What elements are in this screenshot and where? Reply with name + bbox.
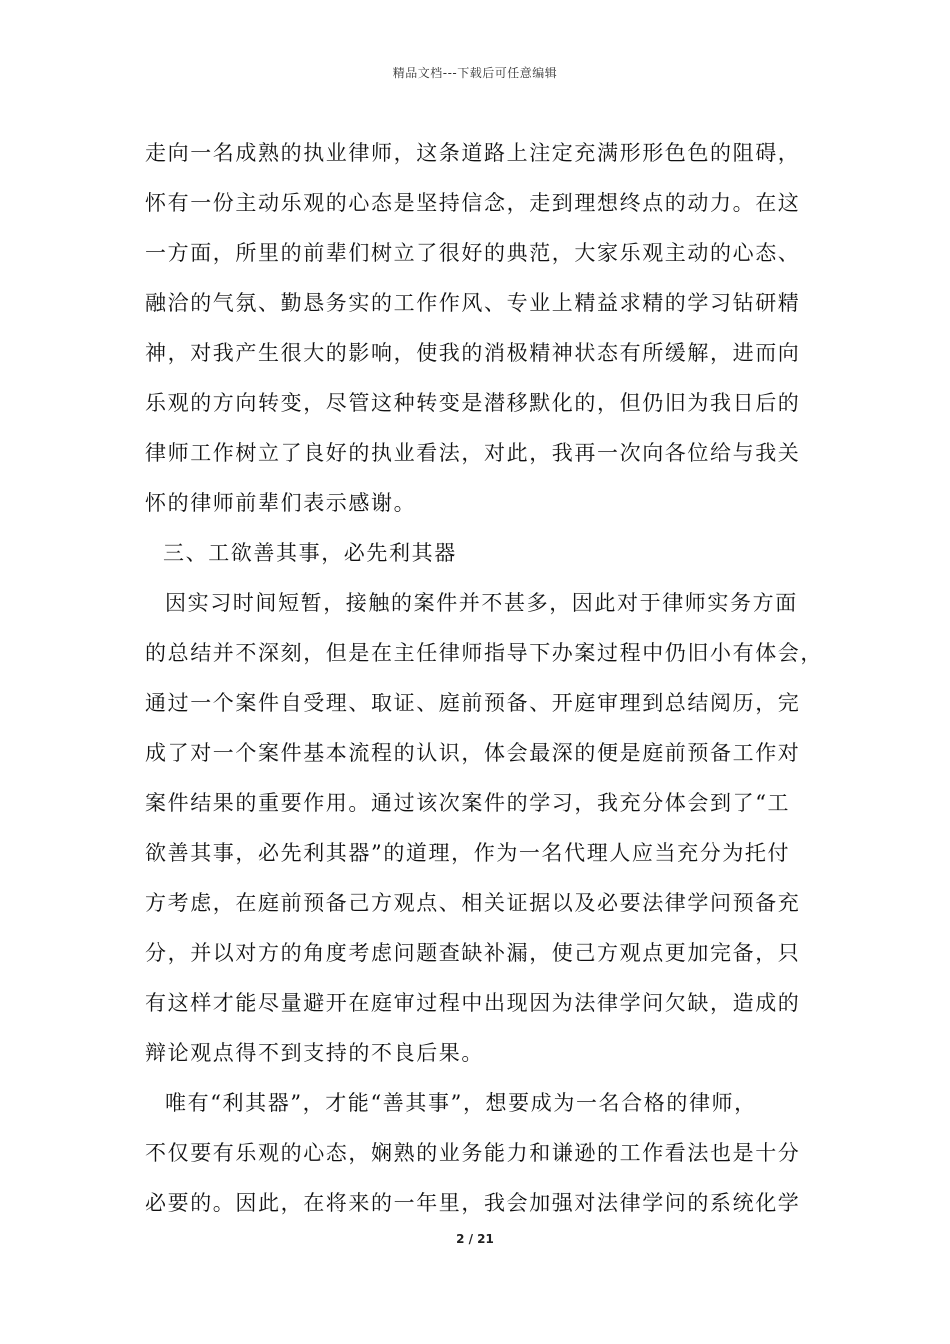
text-line: 不仅要有乐观的心态，娴熟的业务能力和谦逊的工作看法也是十分	[145, 1141, 801, 1165]
document-body	[145, 128, 823, 1228]
text-line: 的总结并不深刻，但是在主任律师指导下办案过程中仍旧小有体会，	[145, 641, 823, 665]
section-heading: 三、工欲善其事，必先利其器	[163, 541, 457, 565]
text-line: 怀有一份主动乐观的心态是坚持信念，走到理想终点的动力。在这	[145, 191, 801, 215]
text-line: 有这样才能尽量避开在庭审过程中出现因为法律学问欠缺，造成的	[145, 991, 801, 1015]
text-line: 神，对我产生很大的影响，使我的消极精神状态有所缓解，进而向	[145, 341, 801, 365]
text-line: 案件结果的重要作用。通过该次案件的学习，我充分体会到了“工	[145, 791, 791, 815]
text-line: 律师工作树立了良好的执业看法，对此，我再一次向各位给与我关	[145, 441, 801, 465]
text-line: 分，并以对方的角度考虑问题查缺补漏，使己方观点更加完备，只	[145, 941, 801, 965]
text-line: 通过一个案件自受理、取证、庭前预备、开庭审理到总结阅历，完	[145, 691, 801, 715]
text-line: 融洽的气氛、勤恳务实的工作作风、专业上精益求精的学习钻研精	[145, 291, 801, 315]
text-line: 走向一名成熟的执业律师，这条道路上注定充满形形色色的阻碍，	[145, 141, 801, 165]
text-line: 辩论观点得不到支持的不良后果。	[145, 1041, 484, 1065]
text-line: 欲善其事，必先利其器”的道理，作为一名代理人应当充分为托付	[145, 841, 791, 865]
page-number: 2 / 21	[456, 1232, 494, 1246]
text-line: 必要的。因此，在将来的一年里，我会加强对法律学问的系统化学	[145, 1191, 801, 1215]
text-line: 怀的律师前辈们表示感谢。	[145, 491, 417, 515]
paragraph-first-line: 唯有“利其器”，才能“善其事”，想要成为一名合格的律师，	[165, 1091, 757, 1115]
text-line: 方考虑，在庭前预备己方观点、相关证据以及必要法律学问预备充	[145, 891, 801, 915]
text-line: 乐观的方向转变，尽管这种转变是潜移默化的，但仍旧为我日后的	[145, 391, 801, 415]
page-header: 精品文档---下载后可任意编辑	[392, 66, 558, 80]
text-line: 成了对一个案件基本流程的认识，体会最深的便是庭前预备工作对	[145, 741, 801, 765]
paragraph-first-line: 因实习时间短暂，接触的案件并不甚多，因此对于律师实务方面	[165, 591, 798, 615]
text-line: 一方面，所里的前辈们树立了很好的典范，大家乐观主动的心态、	[145, 241, 801, 265]
